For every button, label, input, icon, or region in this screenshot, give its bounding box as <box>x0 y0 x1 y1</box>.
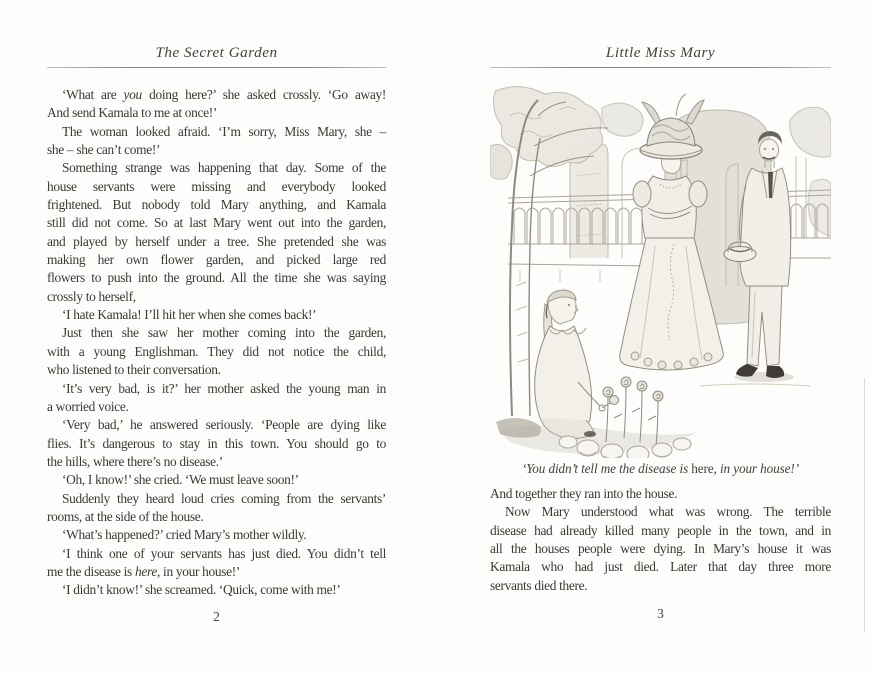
text-segment: ‘I hate Kamala! I’ll hit her when she comes back!’ <box>62 307 317 323</box>
text-segment: And send Kamala to me at once!’ <box>47 105 218 121</box>
page-body-text-left <box>47 86 386 600</box>
text-line <box>47 416 386 434</box>
text-segment: Now Mary understood what was wrong. The terrible <box>505 504 831 520</box>
text-line <box>490 540 831 558</box>
text-line <box>47 214 386 232</box>
page-right <box>490 0 831 675</box>
text-segment: ‘It’s very bad, is it?’ her mother asked the young man in <box>62 380 386 396</box>
text-line <box>47 453 386 471</box>
text-line <box>47 104 386 122</box>
text-segment: here <box>691 461 714 476</box>
text-segment: Something strange was happening that day. Some of the <box>62 160 386 176</box>
text-segment: And together they ran into the house. <box>490 486 678 501</box>
header-rule-right <box>490 67 831 68</box>
text-line <box>490 558 831 576</box>
text-segment: Kamala who had just died. Later that day three more <box>490 559 831 575</box>
text-line <box>490 522 831 540</box>
text-line <box>47 581 386 599</box>
emphasized-text: you <box>123 87 142 102</box>
text-segment: The woman looked afraid. ‘I’m sorry, Miss Mary, she – <box>62 123 386 139</box>
text-line <box>47 306 386 324</box>
text-line <box>47 178 386 196</box>
text-segment: making her own flower garden, and picked large red <box>47 252 386 268</box>
text-line <box>47 324 386 342</box>
text-segment: and played by herself under a tree. She pretended she was <box>47 233 386 249</box>
text-segment: Just then she saw her mother coming into the garden, <box>62 325 386 341</box>
text-line <box>47 435 386 453</box>
text-segment: the hills, where there’s no disease.’ <box>47 453 223 469</box>
emphasized-text: ‘You didn’t tell me the disease is <box>521 461 692 476</box>
text-line <box>47 269 386 287</box>
page-body-text-right <box>490 485 831 595</box>
text-segment: ‘Oh, I know!’ she cried. ‘We must leave soon!’ <box>62 472 299 488</box>
text-segment: , in your house!’ <box>156 563 241 579</box>
text-segment: who listened to their conversation. <box>47 362 221 378</box>
text-segment: doing here?’ she asked crossly. ‘Go away! <box>141 87 386 102</box>
text-segment: with a young Englishman. They did not notice the child, <box>47 343 386 359</box>
text-line <box>47 508 386 526</box>
text-line <box>47 251 386 269</box>
text-segment: flowers to push into the ground. All the time she was saying <box>47 270 386 286</box>
text-segment: disease had already killed many people in the town, and in <box>490 522 831 538</box>
text-line <box>47 196 386 214</box>
running-header-right: Little Miss Mary <box>605 44 716 61</box>
text-line <box>47 141 386 159</box>
illustration-sketch <box>490 86 831 458</box>
text-line <box>47 526 386 544</box>
text-line <box>490 503 831 521</box>
text-segment: ‘I didn’t know!’ she screamed. ‘Quick, come with me!’ <box>62 582 341 598</box>
text-segment: she – she can’t come!’ <box>47 142 161 158</box>
text-segment: servants died there. <box>490 577 588 593</box>
text-segment: flies. It’s dangerous to stay in this town. You should go to <box>47 435 386 451</box>
text-line <box>47 398 386 416</box>
text-line <box>490 577 831 595</box>
text-line <box>47 490 386 508</box>
header-rule-left <box>47 67 386 68</box>
emphasized-text: , in your house!’ <box>713 461 800 476</box>
text-line <box>47 563 386 581</box>
text-segment: ‘Very bad,’ he answered seriously. ‘People are dying like <box>62 417 386 433</box>
page-edge-line <box>864 378 865 632</box>
text-line <box>47 288 386 306</box>
text-segment: frightened. But nobody told Mary anything, and Kamala <box>47 197 386 213</box>
text-line <box>47 361 386 379</box>
text-line <box>47 545 386 563</box>
text-line <box>47 471 386 489</box>
text-segment: Suddenly they heard loud cries coming from the servants’ <box>62 490 386 506</box>
text-segment: crossly to herself, <box>47 288 136 304</box>
text-line <box>47 123 386 141</box>
text-line <box>47 233 386 251</box>
illustration-caption <box>490 461 831 477</box>
page-number-left: 2 <box>213 609 220 624</box>
text-segment: rooms, at the side of the house. <box>47 508 204 524</box>
text-line <box>490 485 831 503</box>
page-left <box>47 0 386 675</box>
text-line <box>47 159 386 177</box>
text-line <box>47 380 386 398</box>
text-segment: ‘What are <box>62 87 124 102</box>
text-segment: ‘I think one of your servants has just died. You didn’t tell <box>62 545 386 561</box>
running-header-left: The Secret Garden <box>155 44 278 61</box>
text-segment: house servants were missing and everybody looked <box>47 178 386 194</box>
text-segment: ‘What’s happened?’ cried Mary’s mother wildly. <box>62 527 307 543</box>
emphasized-text: here <box>134 563 157 579</box>
text-line <box>47 86 386 104</box>
text-segment: all the houses people were dying. In Mary’s house it was <box>490 541 831 557</box>
book-illustration <box>490 86 831 458</box>
page-number-right: 3 <box>657 606 664 621</box>
text-line <box>47 343 386 361</box>
text-segment: a worried voice. <box>47 398 129 414</box>
text-segment: still did not come. So at last Mary went out into the garden, <box>47 215 386 231</box>
text-segment: me the disease is <box>47 563 135 579</box>
